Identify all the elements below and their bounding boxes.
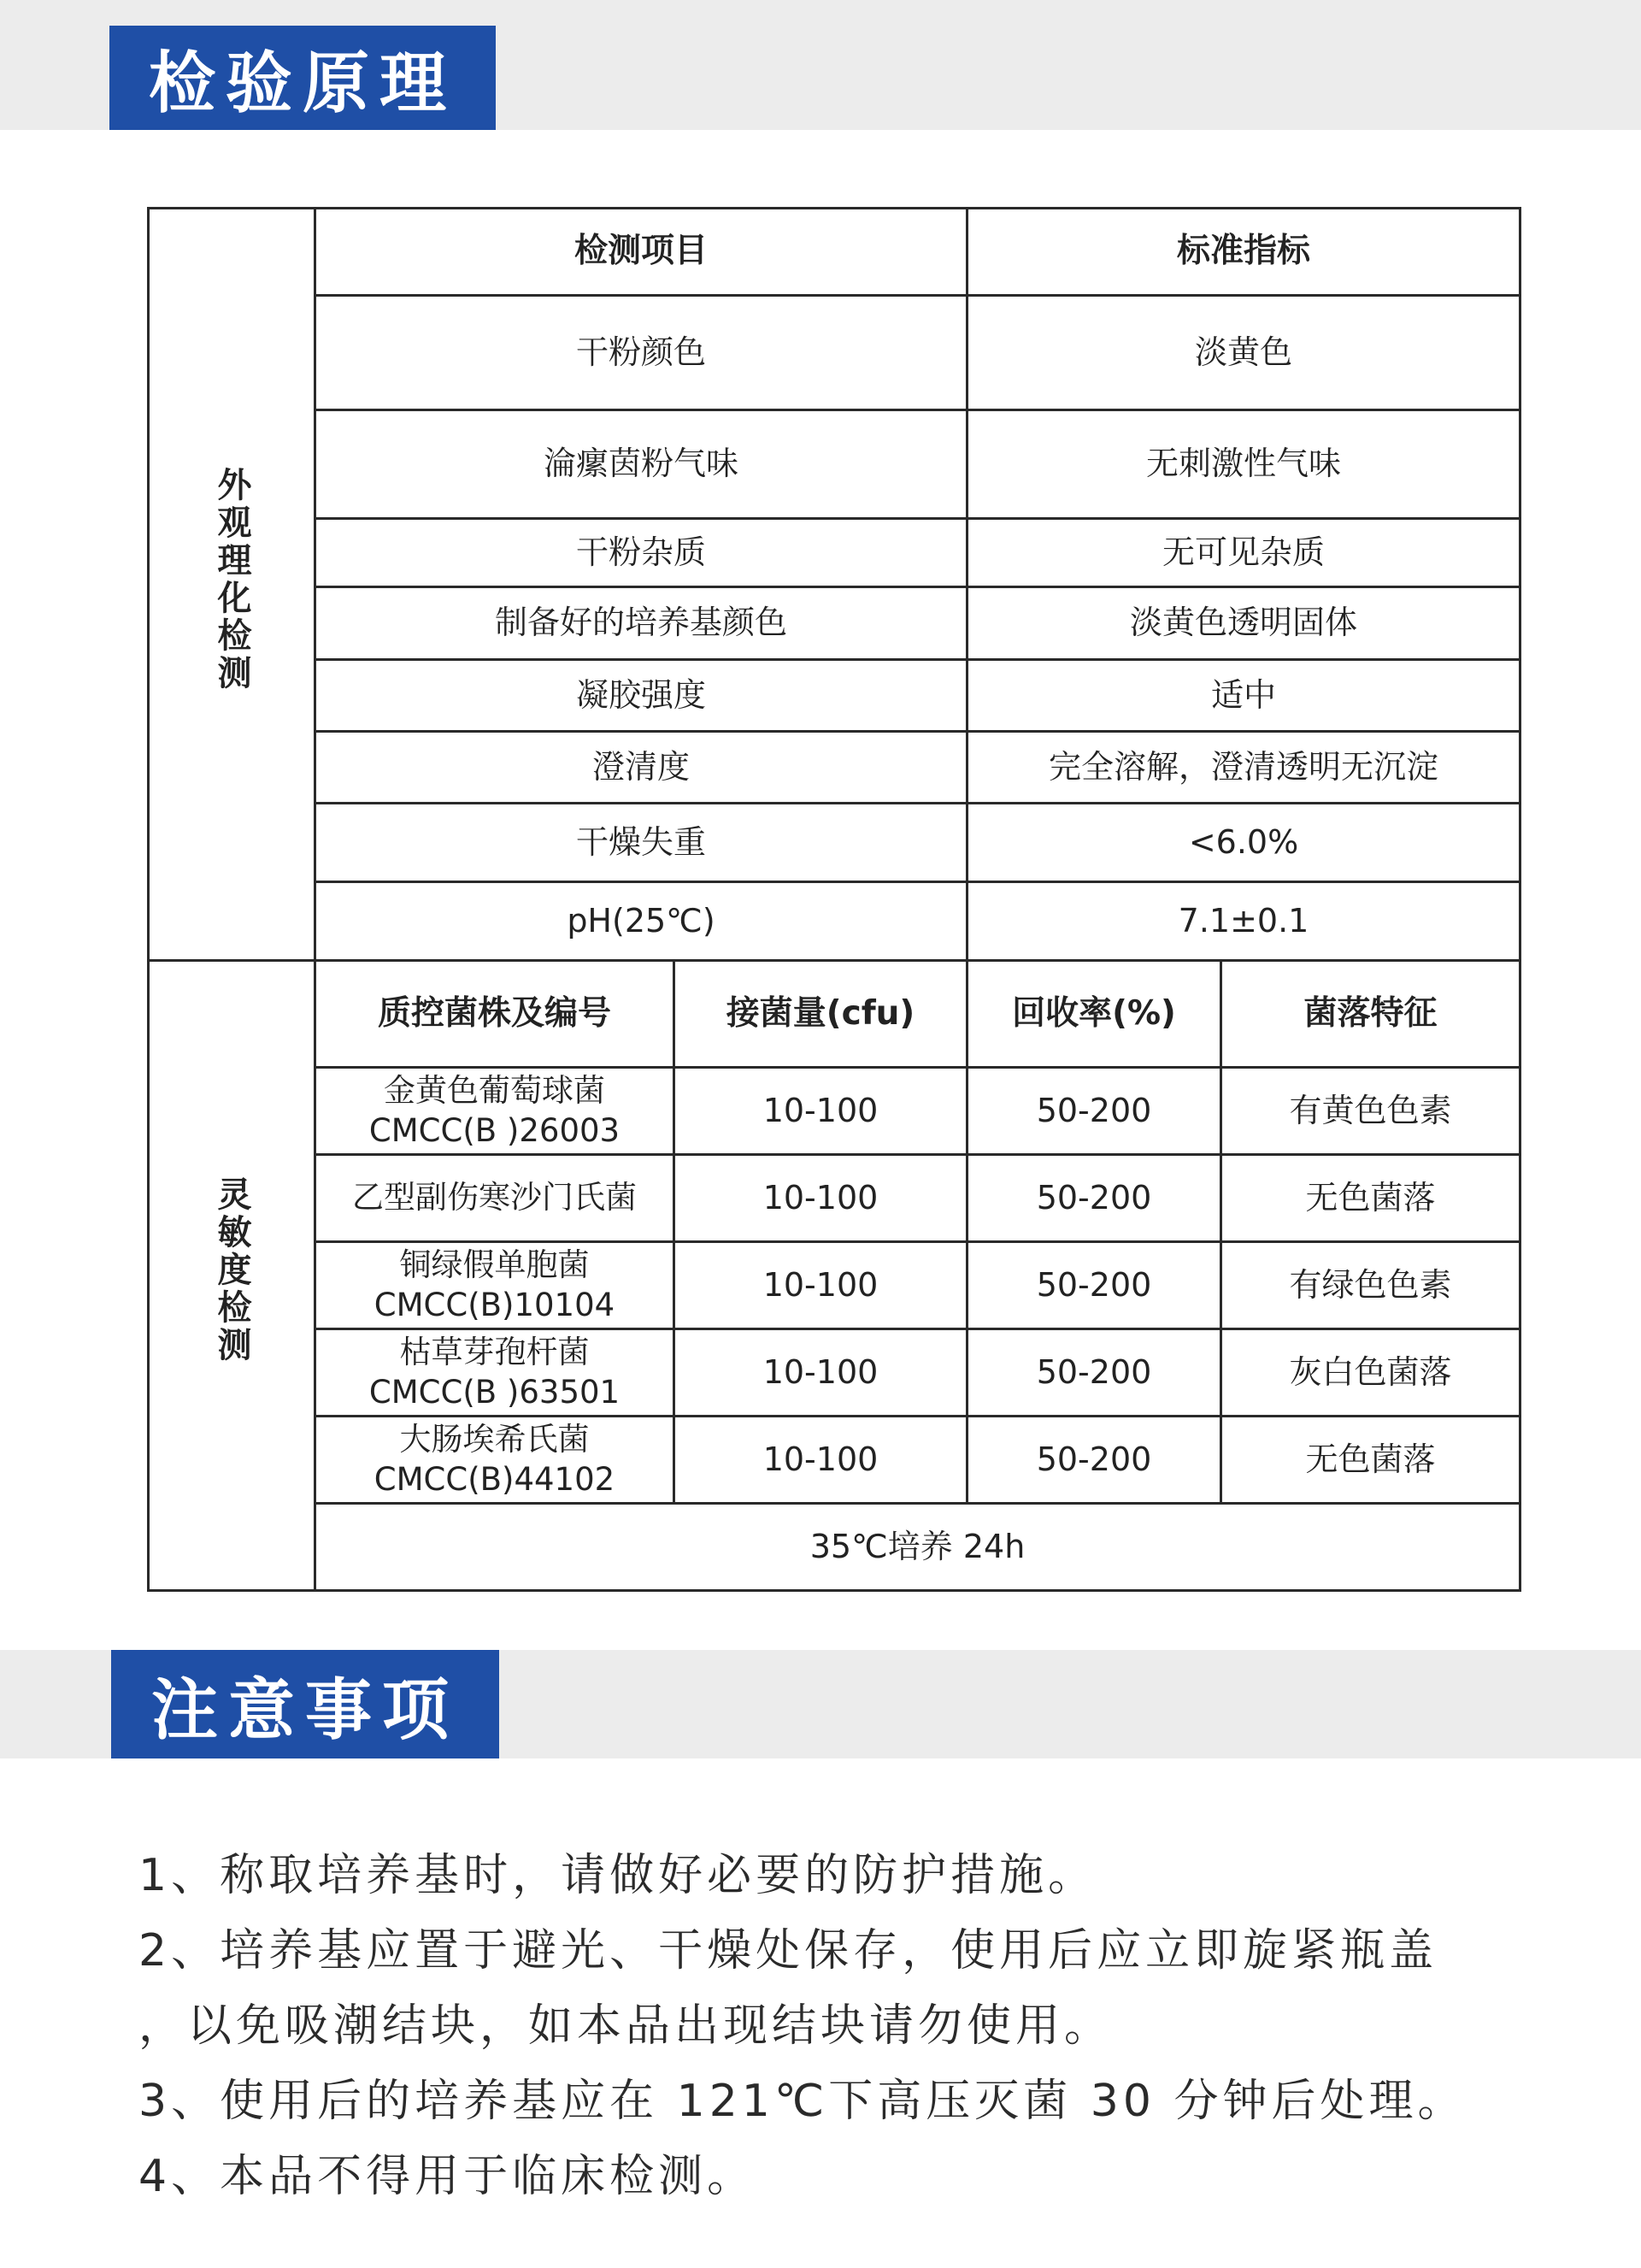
- header-colony-feature: 菌落特征: [1221, 961, 1520, 1068]
- strain-inoculum: 10-100: [674, 1155, 968, 1242]
- physchem-standard: 淡黄色透明固体: [968, 587, 1520, 660]
- table-row: [149, 1417, 1520, 1504]
- table-row: [149, 1155, 1520, 1242]
- strain-inoculum: 10-100: [674, 1417, 968, 1504]
- physchem-header-row: [149, 209, 1520, 296]
- header-standard: 标准指标: [968, 209, 1520, 296]
- strain-inoculum: 10-100: [674, 1242, 968, 1329]
- table-row: [149, 519, 1520, 587]
- table-row: [149, 1329, 1520, 1417]
- physchem-item: 制备好的培养基颜色: [315, 587, 968, 660]
- physchem-standard: 淡黄色: [968, 296, 1520, 410]
- table-row: [149, 882, 1520, 961]
- strain-code: CMCC(B)10104: [373, 1286, 615, 1323]
- header-test-item: 检测项目: [315, 209, 968, 296]
- table-row: [149, 804, 1520, 882]
- physchem-item: 干燥失重: [315, 804, 968, 882]
- table-row: [149, 1068, 1520, 1155]
- table-row: [149, 1242, 1520, 1329]
- physchem-standard: 适中: [968, 660, 1520, 732]
- strain-code: CMCC(B)44102: [373, 1460, 615, 1498]
- strain-name: 铜绿假单胞菌: [399, 1246, 590, 1284]
- physchem-standard: 无刺激性气味: [968, 410, 1520, 519]
- physchem-standard: 7.1±0.1: [968, 882, 1520, 961]
- group-sensitivity-text: 灵敏度检测: [212, 1176, 251, 1364]
- header-inoculum: 接菌量(cfu): [674, 961, 968, 1068]
- table-row: [149, 732, 1520, 804]
- notes-section-title: 注意事项: [111, 1650, 499, 1758]
- note-item: 2、培养基应置于避光、干燥处保存，使用后应立即旋紧瓶盖: [138, 1925, 1438, 1976]
- strain-feature: 无色菌落: [1221, 1417, 1520, 1504]
- group-appearance-text: 外观理化检测: [212, 466, 251, 692]
- table-row: [149, 410, 1520, 519]
- notes-list: [138, 1838, 1557, 2214]
- physchem-item: 干粉颜色: [315, 296, 968, 410]
- strain-recovery: 50-200: [968, 1417, 1221, 1504]
- table-row: [149, 587, 1520, 660]
- physchem-item: 凝胶强度: [315, 660, 968, 732]
- strain-name-cell: [315, 1155, 674, 1242]
- strain-recovery: 50-200: [968, 1242, 1221, 1329]
- strain-name: 枯草芽孢杆菌: [399, 1334, 590, 1371]
- inspection-table: [147, 207, 1521, 1592]
- table-row: [149, 660, 1520, 732]
- physchem-standard: 完全溶解，澄清透明无沉淀: [968, 732, 1520, 804]
- strain-feature: 有黄色色素: [1221, 1068, 1520, 1155]
- strain-name: 乙型副伤寒沙门氏菌: [352, 1179, 637, 1216]
- strain-feature: 无色菌落: [1221, 1155, 1520, 1242]
- physchem-item: 澄清度: [315, 732, 968, 804]
- group-appearance-label: [149, 209, 315, 961]
- strain-recovery: 50-200: [968, 1329, 1221, 1417]
- strain-name: 大肠埃希氏菌: [399, 1421, 590, 1458]
- physchem-item: 淪瘰茵粉气味: [315, 410, 968, 519]
- strain-inoculum: 10-100: [674, 1329, 968, 1417]
- strain-name-cell: [315, 1417, 674, 1504]
- physchem-standard: <6.0%: [968, 804, 1520, 882]
- note-item: 3、使用后的培养基应在 121℃下高压灭菌 30 分钟后处理。: [138, 2076, 1467, 2127]
- note-item: 1、称取培养基时，请做好必要的防护措施。: [138, 1850, 1097, 1901]
- header-strain: 质控菌株及编号: [315, 961, 674, 1068]
- strain-recovery: 50-200: [968, 1068, 1221, 1155]
- strain-code: CMCC(B )26003: [368, 1111, 621, 1149]
- strain-header-row: [149, 961, 1520, 1068]
- strain-inoculum: 10-100: [674, 1068, 968, 1155]
- culture-condition-row: [149, 1504, 1520, 1591]
- strain-name: 金黄色葡萄球菌: [384, 1072, 605, 1110]
- strain-feature: 灰白色菌落: [1221, 1329, 1520, 1417]
- strain-code: CMCC(B )63501: [368, 1373, 621, 1411]
- strain-name-cell: [315, 1242, 674, 1329]
- physchem-standard: 无可见杂质: [968, 519, 1520, 587]
- strain-recovery: 50-200: [968, 1155, 1221, 1242]
- principle-section-title: 检验原理: [109, 26, 496, 130]
- physchem-item: pH(25℃): [315, 882, 968, 961]
- physchem-item: 干粉杂质: [315, 519, 968, 587]
- culture-condition: 35℃培养 24h: [315, 1504, 1520, 1591]
- note-item: 4、本品不得用于临床检测。: [138, 2151, 756, 2202]
- strain-name-cell: [315, 1329, 674, 1417]
- header-recovery: 回收率(%): [968, 961, 1221, 1068]
- strain-name-cell: [315, 1068, 674, 1155]
- table-row: [149, 296, 1520, 410]
- strain-feature: 有绿色色素: [1221, 1242, 1520, 1329]
- group-sensitivity-label: [149, 961, 315, 1591]
- note-item: ，以免吸潮结块，如本品出现结块请勿使用。: [138, 2000, 1114, 2052]
